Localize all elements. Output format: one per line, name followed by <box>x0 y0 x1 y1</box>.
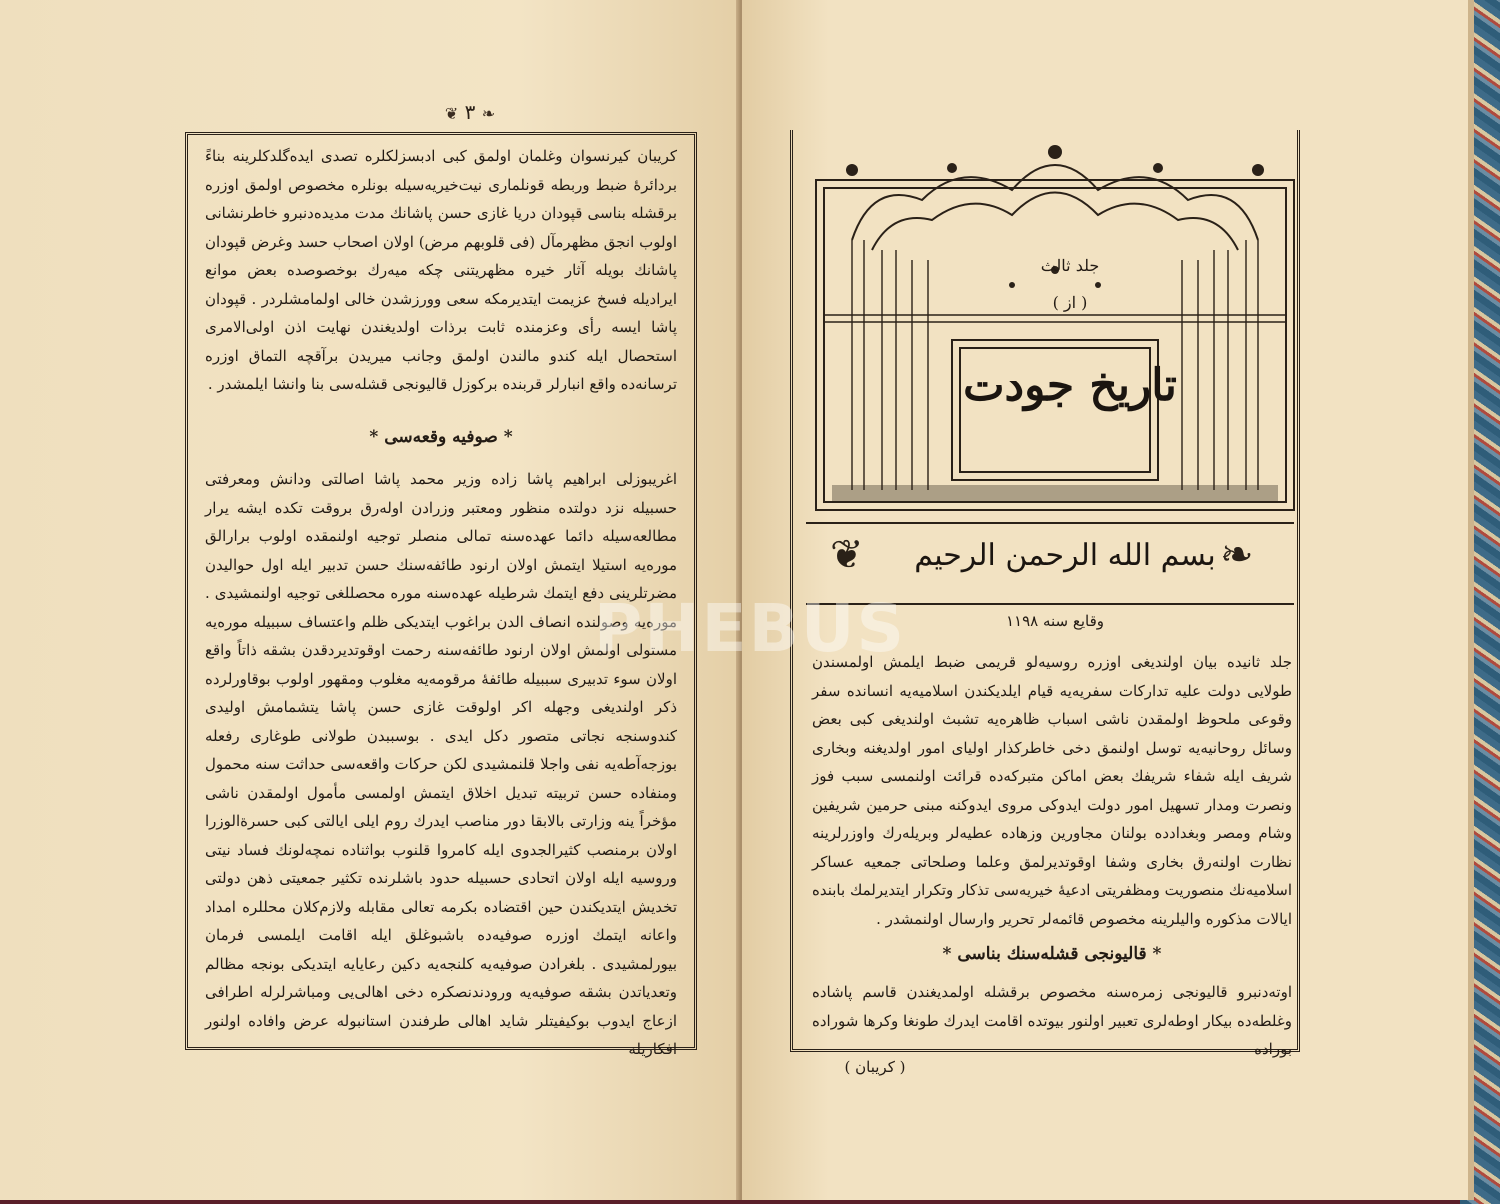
right-ornament-icon: ❧ <box>481 104 496 123</box>
ornament-frame-icon <box>812 140 1298 520</box>
from-label: ( از ) <box>1052 293 1088 312</box>
left-section-heading: * صوفیه وقعه‌سی * <box>369 427 513 447</box>
page-number-text: ٣ <box>464 100 476 124</box>
book-title: تاریخ جودت <box>963 360 1177 411</box>
basmala-heading: بسم الله الرحمن الرحیم <box>914 538 1216 573</box>
catchword: ( کریبان ) <box>844 1058 906 1076</box>
right-body-paragraph: جلد ثانیده بیان اولندیغی اوزره روسیه‌لو قریمی ضبط ایلمش اولمسندن طولایی دولت علیه تدارکات سفریه‌یه قیام ایلدیکندن اسلامیه‌یه انسانده سفر وقوعی ملحوظ اولمقدن ناشی اسباب ظاهره‌یه تشبث اولندیغی کبی بعض وسائل روحانیه‌یه توسل اولنمق دخی خاطرکذار اولیای امور اولدیغنه وبخاری شریف ایله شفاء شریفك بعض اماکن متبرکه‌ده قرائت اولنمسی سبب فوز ونصرت ومدار تسهیل امور دولت ایدوکی مروی ایدوکنه مبنی حرمین شریفین وشام ومصر وبغدادده بولنان مجاورین وزهاده عطیه‌لر وبریله‌رك واوزرلرینه نظارت اولنه‌رق بخاری وشفا اوقوتدیرلمق وعلما وصلحاتی جمعیه عساکر اسلامیه‌نك منصوریت ومظفریتی ادعیهٔ خیریه‌سی تذکار وتکرار ایتدیرلمك بابنده ایالات مذکوره والیلرینه مخصوص قائمه‌لر تحریر وارسال اولنمشدر . <box>812 653 1292 928</box>
watermark: PHEBUS <box>593 590 907 667</box>
right-bottom-paragraph: اوته‌دنبرو قالیونجی زمره‌سنه مخصوص برقشله اولمدیغندن قاسم پاشاده وغلطه‌ده بیکار اوطه‌لری تعبیر اولنور بیوتده اقامت ایدرك طونغا وکرها شوراده بوراده <box>812 983 1292 1058</box>
left-top-paragraph: کریبان کیرنسوان وغلمان اولمق کبی ادبسزلکلره تصدی ایده‌گلدکلرینه بناءً بردائرهٔ ضبط وربطه قونلماری نیت‌خیریه‌سیله بونلره مخصوص اولمق اوزره برقشله بناسی قپودان دریا غازی حسن پاشانك مدت مدیده‌دنبرو خاطرنشانی اولوب انجق مظهرمآل (فی قلوبهم مرض) اولان اصحاب حسد وغرض قپودان پاشانك بویله آثار خیره مظهریتنی چکه میه‌رك بوخصوصده بعض موانع ایرادیله فسخ عزیمت ایتدیرمکه سعی وورزشدن خالی اولمامشلردر . قپودان پاشا ایسه رأی وعزمنده ثابت برذات اولدیغندن نهایت اذن اولی‌الامری استحصال ایله کندو مالندن اولمق وجانب میریدن برآقچه التماق اوزره ترسانه‌ده واقع انبارلر قربنده برکوزل قالیونجی قشله‌سی بنا وانشا ایلمشدر . <box>205 147 677 393</box>
volume-label: جلد ثالث <box>1040 256 1100 275</box>
page-number <box>420 100 520 128</box>
right-flourish-icon: ❧ <box>1220 532 1254 578</box>
left-ornament-icon: ❦ <box>444 104 459 123</box>
right-section-heading: * قالیونجی قشله‌سنك بناسی * <box>942 944 1162 964</box>
left-body-paragraph: اغریبوزلی ابراهیم پاشا زاده وزیر محمد پاشا اصالتی ودانش ومعرفتی حسبیله نزد دولتده منظور ومعتبر وزرادن اوله‌رق بروقت تکده ایشه یرار مطالعه‌سیله دائما عهده‌سنه تمالی منصلر توجیه اولنمقده اولوب برارالق موره‌یه استیلا ایتمش اولان ارنود طائفه‌سنك حسن تدبیر ایله اول حوالیدن مضرتلرینی دفع ایتمك شرطیله عهده‌سنه موره محصللغی توجیه اولنمشیدی . موره‌یه وصولنده انصاف الدن براغوب ایتدیکی ظلم واعتساف سببیله موره‌یه مستولی اولمش اولان ارنود طائفه‌سنه رحمت اوقوتدیردقدن بشقه ذاتاً واقع اولان سوء تدبیری سببیله طائفهٔ مرقومه‌یه مغلوب ومقهور اولوب بوقاورلرده ذکر اولندیغی وجهله اکر اولوقت غازی حسن پاشا یتشمامش اولیدی کندوسنجه نجاتی متصور دکل ایدی . بوسببدن طولانی طوغاری رفعله بوزجه‌آطه‌یه نفی واجلا قلنمشیدی لکن حرکات واقعه‌سی حداثت سنه محمول ومنفاده حسن تربیته تبدیل اخلاق ایتمش اولمسی مأمول اولمقدن ناشی مؤخراً ینه وزارتی بالابقا دور مناصب ایدرك روم ایلی ایالتی کبی حسرة‌الوزرا اولان برمنصب کثیرالجدوی ایله کامروا قلنوب بواثناده نمچه‌لونك فساد نیتی وروسیه ایله اولان اتحادی حسبیله حدود باشلرنده تکثیر جمعیتی ذهن دولتی تخدیش ایتدیکندن حین اقتضاده بکرمه تعالی مقابله ولازم‌کلان محللره امداد واعانه ایتمك اوزره صوفیه‌ده باشبوغلق ایله اقامت ایلمسی فرمان بیورلمشیدی . بلغرادن صوفیه‌یه کلنجه‌یه دکین رعایایه ایتدیکی بونجه مظالم وتعدیاتدن بشقه صوفیه‌یه ورودندنصکره دخی اهالی‌یی ومباشرلرله اطرافی ازعاج ایدوب بوکیفیتلر شاید اهالی طرفندن استانبوله عرض وافاده اولنور افکاریله <box>205 470 678 1058</box>
ornamental-title-block <box>812 140 1298 520</box>
title-divider <box>806 522 1294 524</box>
events-heading: وقایع سنه ١١٩٨ <box>1005 612 1105 630</box>
left-flourish-icon: ❦ <box>830 532 864 578</box>
